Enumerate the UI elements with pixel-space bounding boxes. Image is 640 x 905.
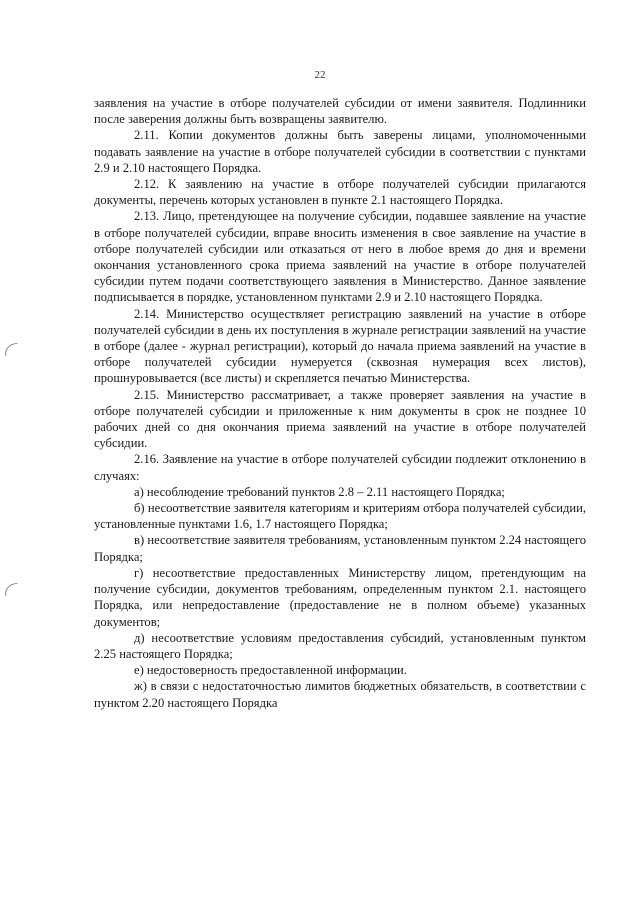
punch-hole-mark <box>3 343 20 357</box>
paragraph: 2.16. Заявление на участие в отборе получателей субсидии подлежит отклонению в случаях: <box>94 452 586 483</box>
paragraph: 2.12. К заявлению на участие в отборе получателей субсидии прилагаются документы, перечень которых установлен в пункте 2.1 настоящего Порядка. <box>94 177 586 208</box>
page-number: 22 <box>314 69 326 81</box>
paragraph: заявления на участие в отборе получателей субсидии от имени заявителя. Подлинники после заверения должны быть возвращены заявителю. <box>94 96 586 127</box>
list-item: г) несоответствие предоставленных Министерству лицом, претендующим на получение субсидии, документов требованиям, определенным пунктом 2.1. настоящего Порядка, или непредоставление (предоставление не в полном объеме) указанных документов; <box>94 565 586 629</box>
paragraph: 2.11. Копии документов должны быть заверены лицами, уполномоченными подавать заявление на участие в отборе получателей субсидии в соответствии с пунктами 2.9 и 2.10 настоящего Порядка. <box>94 128 586 175</box>
list-item: д) несоответствие условиям предоставления субсидий, установленным пунктом 2.25 настоящего Порядка; <box>94 630 586 661</box>
list-item: ж) в связи с недостаточностью лимитов бюджетных обязательств, в соответствии с пунктом 2.20 настоящего Порядка <box>94 679 586 710</box>
list-item: а) несоблюдение требований пунктов 2.8 – 2.11 настоящего Порядка; <box>134 484 505 499</box>
paragraph: 2.14. Министерство осуществляет регистрацию заявлений на участие в отборе получателей субсидии в день их поступления в журнале регистрации заявлений на участие в отборе (далее - журнал регистрации), который до начала приема заявлений на участие в отборе получателей субсидии нумеруется (сквозная нумерация всех листов), прошнуровывается (все листы) и скрепляется печатью Министерства. <box>94 306 586 386</box>
document-body <box>94 95 586 711</box>
list-item: в) несоответствие заявителя требованиям, установленным пунктом 2.24 настоящего Порядка; <box>94 533 586 564</box>
paragraph: 2.13. Лицо, претендующее на получение субсидии, подавшее заявление на участие в отборе получателей субсидии, вправе вносить изменения в свое заявление на участие в отборе получателей субсидии или отказаться от него в любое время до дня и времени окончания установленного срока приема заявлений на участие в отборе получателей субсидии путем подачи соответствующего заявления в Министерство. Данное заявление подписывается в порядке, установленном пунктами 2.9 и 2.10 настоящего Порядка. <box>94 209 586 305</box>
paragraph: 2.15. Министерство рассматривает, а также проверяет заявления на участие в отборе получателей субсидии и приложенные к ним документы в срок не позднее 10 рабочих дней со дня окончания приема заявлений на участие в отборе получателей субсидии. <box>94 387 586 451</box>
punch-hole-mark <box>3 583 20 597</box>
list-item: е) недостоверность предоставленной информации. <box>134 663 407 678</box>
list-item: б) несоответствие заявителя категориям и критериям отбора получателей субсидии, установленные пунктами 1.6, 1.7 настоящего Порядка; <box>94 501 586 532</box>
